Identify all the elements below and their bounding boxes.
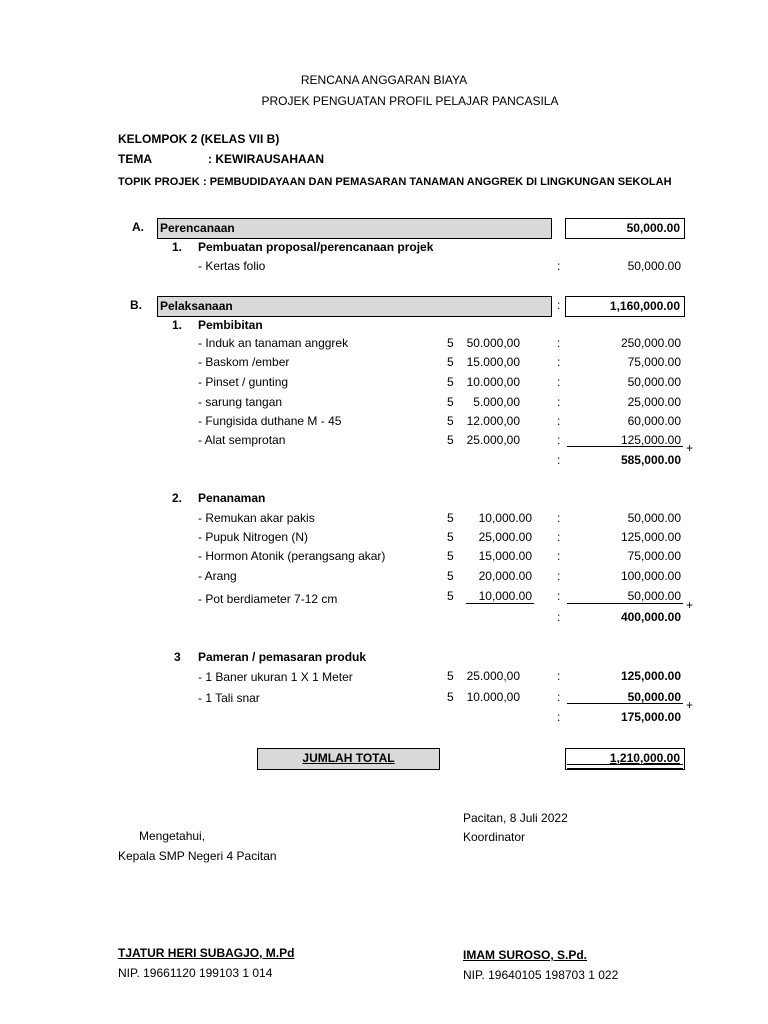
- item-price: 10.000,00: [466, 690, 520, 704]
- section-b-total-box: [565, 296, 685, 317]
- total-label-box: [257, 748, 440, 770]
- item-name: - 1 Tali snar: [198, 691, 260, 705]
- item-qty: 5: [447, 530, 454, 544]
- item-qty: 5: [447, 395, 454, 409]
- item-amount: 50,000.00: [627, 259, 681, 273]
- item-colon: :: [557, 530, 561, 544]
- pameran-title: Pameran / pemasaran produk: [198, 650, 367, 664]
- item-qty: 5: [447, 690, 454, 704]
- item-amount: 125,000.00: [620, 433, 681, 447]
- item-colon: :: [557, 259, 561, 273]
- item-name: - Pinset / gunting: [198, 375, 289, 389]
- item-qty: 5: [447, 336, 454, 350]
- subtotal-colon: :: [557, 610, 561, 624]
- item-name: - Hormon Atonik (perangsang akar): [198, 549, 386, 563]
- item-amount: 250,000.00: [620, 336, 681, 350]
- item-qty: 5: [447, 569, 454, 583]
- item-amount: 50,000.00: [627, 511, 681, 525]
- item-price: 15,000.00: [478, 549, 532, 563]
- item-qty: 5: [447, 669, 454, 683]
- section-b-total: 1,160,000.00: [609, 299, 680, 313]
- item-colon: :: [557, 375, 561, 389]
- doc-subtitle: PROJEK PENGUATAN PROFIL PELAJAR PANCASILA: [261, 94, 559, 108]
- penanaman-title: Penanaman: [198, 491, 266, 505]
- section-a-title: Perencanaan: [160, 221, 235, 235]
- item-price: 5.000,00: [473, 395, 520, 409]
- item-name: - sarung tangan: [198, 395, 283, 409]
- section-a-header: [157, 218, 552, 239]
- item-price: 25.000,00: [466, 669, 520, 683]
- subtotal-colon: :: [557, 710, 561, 724]
- item-name: - Pot berdiameter 7-12 cm: [198, 592, 338, 606]
- coordinator-role: Koordinator: [463, 830, 526, 844]
- item-colon: :: [557, 690, 561, 704]
- plus-sign: +: [686, 598, 694, 612]
- section-b-header: [157, 296, 552, 317]
- sum-line: [567, 446, 683, 447]
- coordinator-name: IMAM SUROSO, S.Pd.: [463, 948, 588, 962]
- item-amount: 125,000.00: [620, 530, 681, 544]
- plus-sign: +: [686, 698, 694, 712]
- item-amount: 25,000.00: [627, 395, 681, 409]
- item-qty: 5: [447, 433, 454, 447]
- principal-nip: NIP. 19661120 199103 1 014: [118, 966, 273, 980]
- topik-value: : PEMBUDIDAYAAN DAN PEMASARAN TANAMAN ANGGREK DI LINGKUNGAN SEKOLAH: [203, 176, 672, 188]
- principal-name: TJATUR HERI SUBAGJO, M.Pd: [118, 946, 295, 960]
- tema-value: : KEWIRAUSAHAAN: [208, 152, 324, 166]
- item-name: - Induk an tanaman anggrek: [198, 336, 349, 350]
- pameran-num: 3: [174, 650, 181, 664]
- coordinator-nip: NIP. 19640105 198703 1 022: [463, 968, 619, 982]
- kelompok-label: KELOMPOK 2 (KELAS VII B): [118, 132, 280, 146]
- item-name: - Fungisida duthane M - 45: [198, 414, 342, 428]
- item-price: 15.000,00: [466, 355, 520, 369]
- item-price: 10,000.00: [478, 589, 532, 603]
- pembibitan-title: Pembibitan: [198, 318, 263, 332]
- item-name: - Arang: [198, 569, 237, 583]
- subtotal-colon: :: [557, 453, 561, 467]
- mengetahui-label: Mengetahui,: [139, 829, 206, 843]
- pameran-subtotal: 175,000.00: [620, 710, 681, 724]
- item-name: - Baskom /ember: [198, 355, 290, 369]
- principal-role: Kepala SMP Negeri 4 Pacitan: [118, 849, 277, 863]
- doc-title: RENCANA ANGGARAN BIAYA: [300, 73, 468, 87]
- item-amount: 50,000.00: [627, 690, 681, 704]
- total-value: 1,210,000.00: [609, 751, 680, 765]
- item-colon: :: [557, 669, 561, 683]
- item-amount: 125,000.00: [620, 669, 681, 683]
- penanaman-num: 2.: [172, 491, 183, 505]
- item-qty: 5: [447, 511, 454, 525]
- sum-line: [567, 703, 683, 704]
- section-a-letter: A.: [132, 220, 144, 234]
- place-date: Pacitan, 8 Juli 2022: [463, 811, 568, 825]
- topik-label: TOPIK PROJEK: [118, 176, 200, 188]
- total-double-underline: [567, 764, 683, 769]
- total-label: JUMLAH TOTAL: [302, 751, 395, 765]
- item-colon: :: [557, 395, 561, 409]
- item-amount: 50,000.00: [627, 375, 681, 389]
- item-amount: 75,000.00: [627, 355, 681, 369]
- item-colon: :: [557, 589, 561, 603]
- item-price: 25,000.00: [478, 530, 532, 544]
- price-underline: [466, 603, 534, 604]
- item-colon: :: [557, 511, 561, 525]
- item-name: - Remukan akar pakis: [198, 511, 315, 525]
- item-amount: 75,000.00: [627, 549, 681, 563]
- item-colon: :: [557, 549, 561, 563]
- item-qty: 5: [447, 355, 454, 369]
- section-a-sub-num: 1.: [172, 240, 183, 254]
- item-price: 20,000.00: [478, 569, 532, 583]
- tema-label: TEMA: [118, 152, 152, 166]
- item-amount: 100,000.00: [620, 569, 681, 583]
- item-qty: 5: [447, 589, 454, 603]
- pembibitan-subtotal: 585,000.00: [620, 453, 681, 467]
- section-b-colon: :: [557, 298, 561, 312]
- item-amount: 60,000.00: [627, 414, 681, 428]
- pembibitan-num: 1.: [172, 318, 183, 332]
- item-qty: 5: [447, 549, 454, 563]
- item-qty: 5: [447, 375, 454, 389]
- penanaman-subtotal: 400,000.00: [620, 610, 681, 624]
- plus-sign: +: [686, 441, 694, 455]
- item-price: 10.000,00: [466, 375, 520, 389]
- item-price: 25.000,00: [466, 433, 520, 447]
- section-a-sub-title: Pembuatan proposal/perencanaan projek: [198, 240, 434, 254]
- item-colon: :: [557, 433, 561, 447]
- item-colon: :: [557, 355, 561, 369]
- item-colon: :: [557, 414, 561, 428]
- item-name: - Pupuk Nitrogen (N): [198, 530, 309, 544]
- item-price: 50.000,00: [466, 336, 520, 350]
- item-name: - Alat semprotan: [198, 433, 286, 447]
- item-price: 10,000.00: [478, 511, 532, 525]
- section-b-title: Pelaksanaan: [160, 299, 233, 313]
- item-name: - 1 Baner ukuran 1 X 1 Meter: [198, 670, 353, 684]
- item-amount: 50,000.00: [627, 589, 681, 603]
- section-b-letter: B.: [130, 298, 142, 312]
- item-colon: :: [557, 336, 561, 350]
- item-colon: :: [557, 569, 561, 583]
- item-price: 12.000,00: [466, 414, 520, 428]
- sum-line: [567, 603, 683, 604]
- item-qty: 5: [447, 414, 454, 428]
- section-a-total-box: [565, 218, 685, 239]
- section-a-total: 50,000.00: [626, 221, 680, 235]
- item-name: - Kertas folio: [198, 259, 266, 273]
